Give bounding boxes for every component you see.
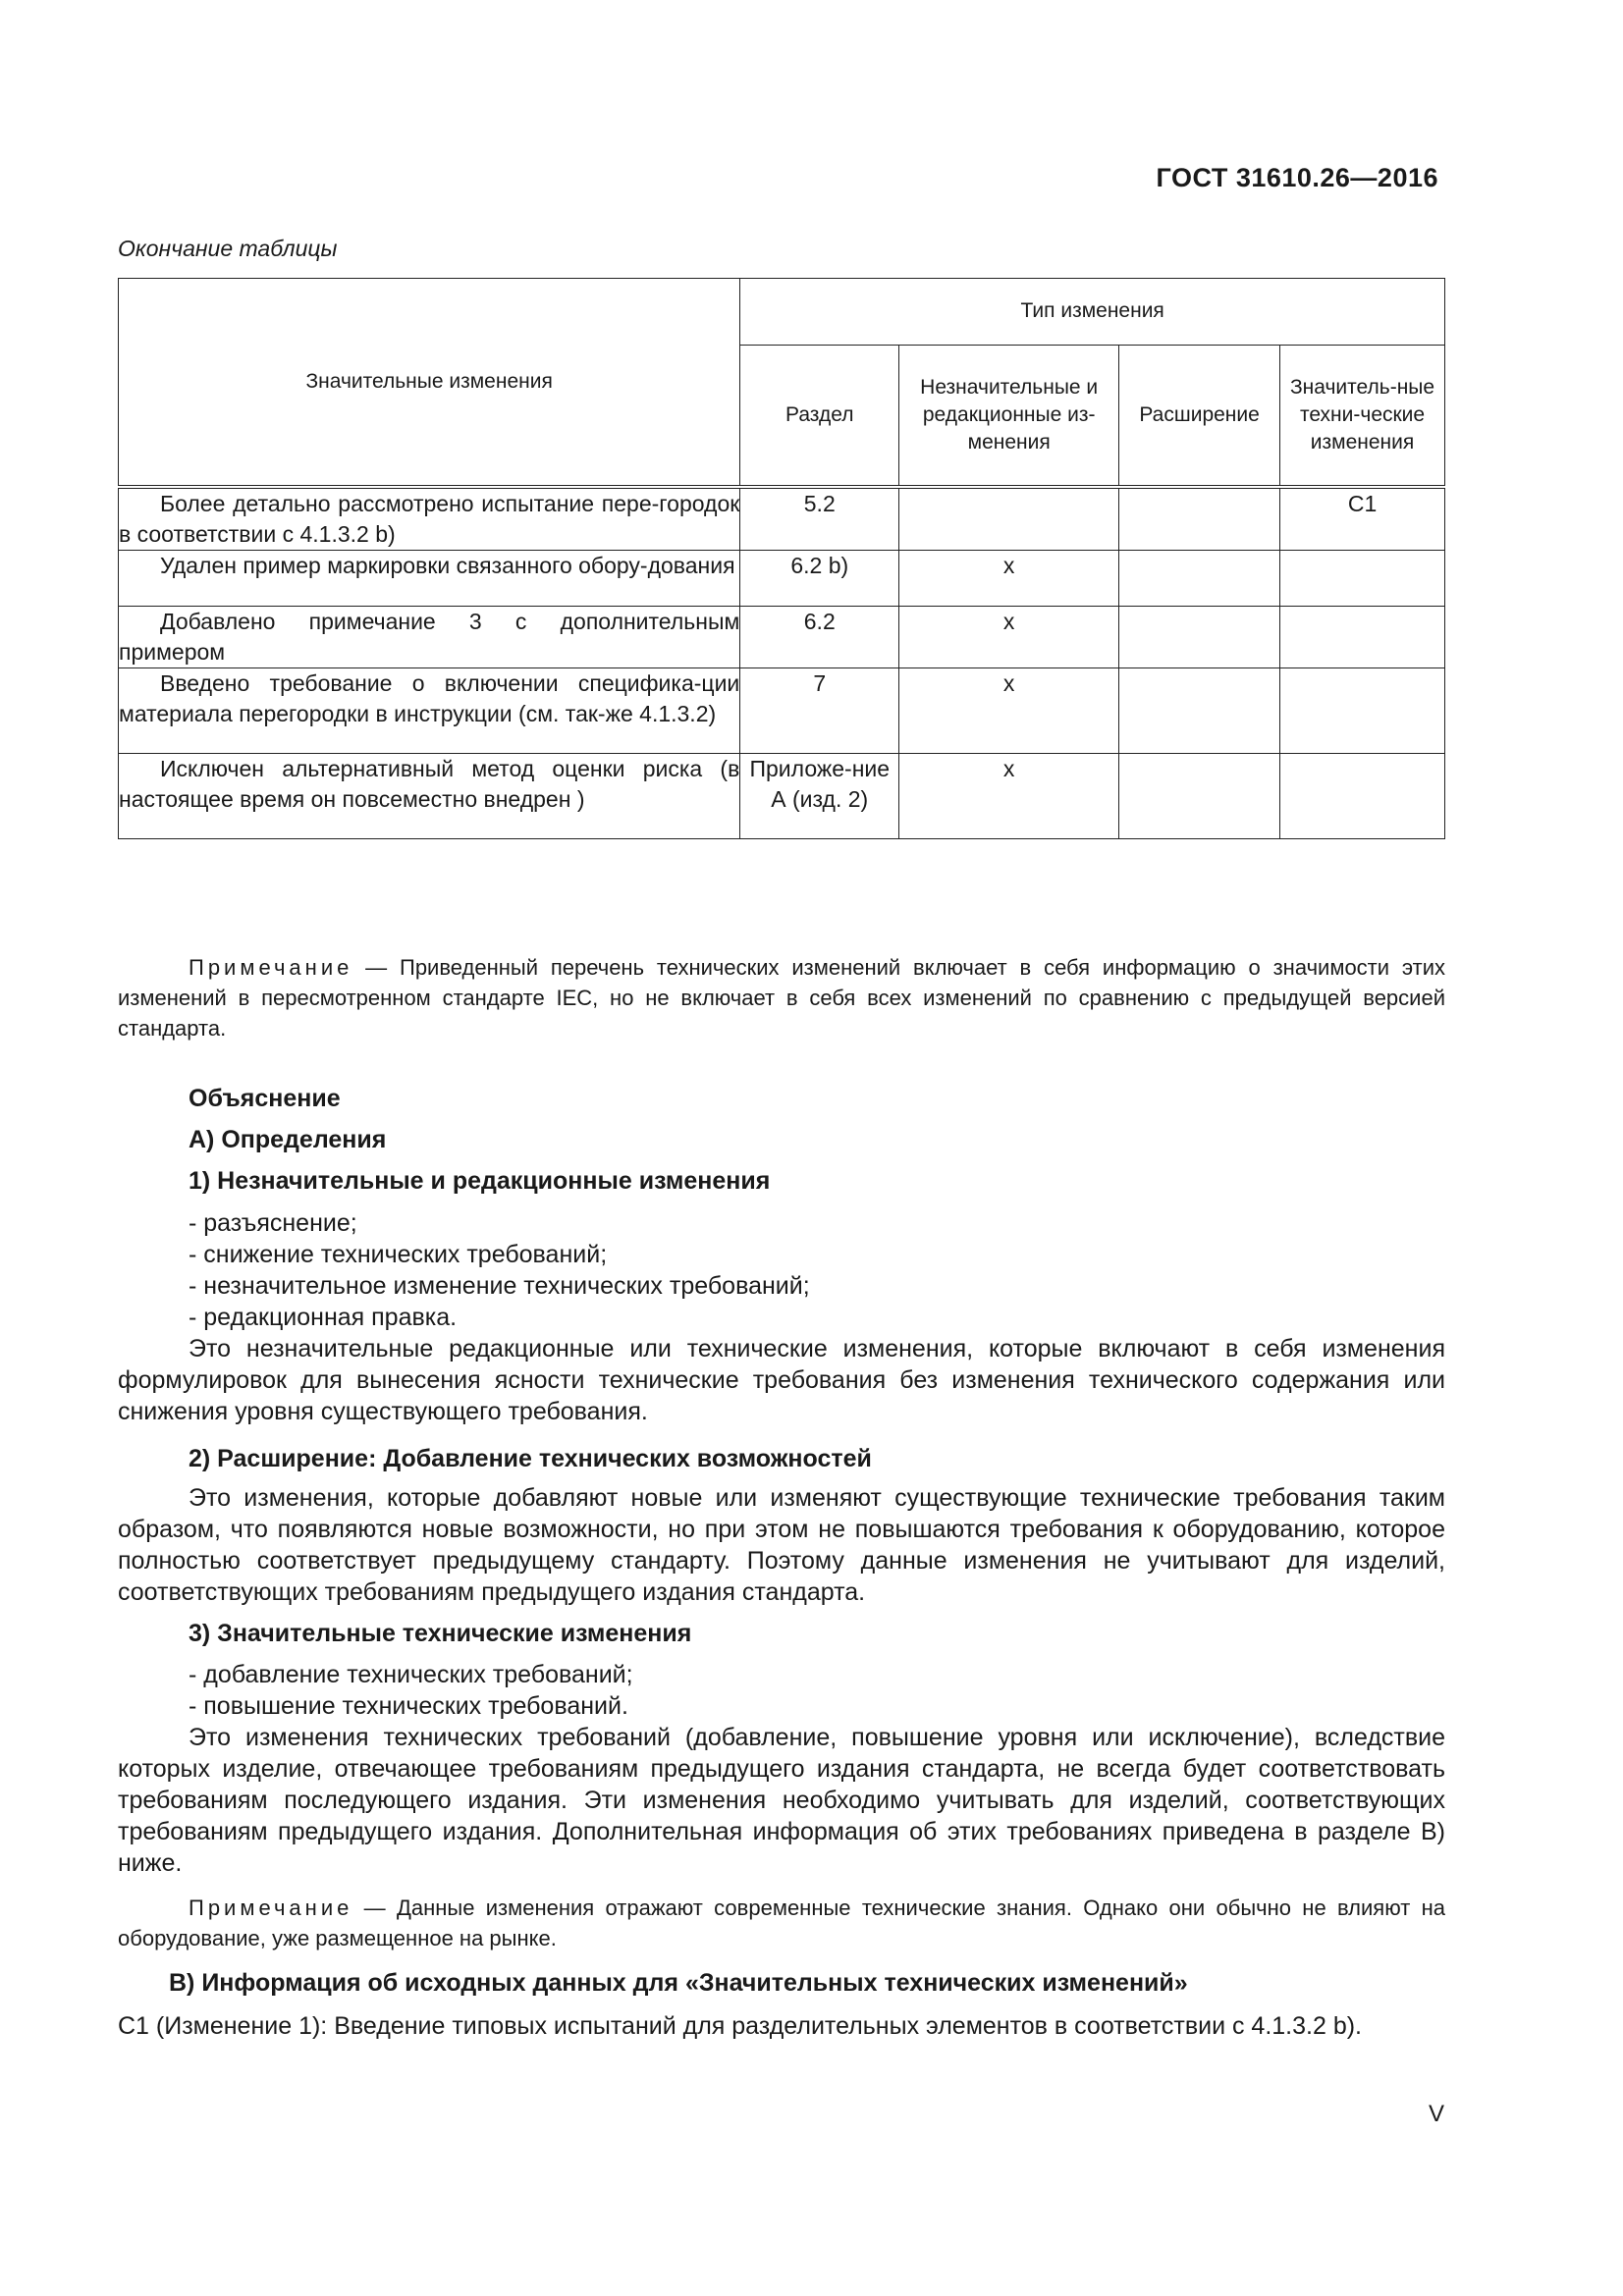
c1-text: С1 (Изменение 1): Введение типовых испытаний для разделительных элементов в соответствии с 4.1.3.2 b). [118,2012,1362,2040]
row-description: Более детально рассмотрено испытание пере-городок в соответствии с 4.1.3.2 b) [119,487,740,551]
row-section: 7 [740,668,899,754]
list-item: - добавление технических требований; [189,1661,633,1688]
note-label: Примечание [189,955,353,980]
note-text: — Приведенный перечень технических изменений включает в себя информацию о значимости этих изменений в пересмотренном стандарте IEC, но не включает в себя всех изменений по сравнению с предыдущей версией стандарта. [118,955,1445,1041]
note-label: Примечание [189,1896,353,1920]
section-1-list [189,1207,810,1333]
table-row [119,668,1445,754]
list-item: - незначительное изменение технических требований; [189,1272,810,1300]
row-extension [1119,551,1280,607]
section-2-text: Это изменения, которые добавляют новые или изменяют существующие технические требования таким образом, что появляются новые возможности, но при этом не повышаются требования к оборудованию, которое полностью соответствует предыдущему стандарту. Поэтому данные изменения не учитывают для изделий, соответствующих требованиям предыдущего издания стандарта. [118,1484,1445,1606]
list-item: - разъяснение; [189,1209,357,1237]
document-code: ГОСТ 31610.26—2016 [1156,163,1438,192]
list-item: - повышение технических требований. [189,1692,628,1720]
row-major [1280,551,1445,607]
row-description: Добавлено примечание 3 с дополнительным примером [119,607,740,668]
row-description: Удален пример маркировки связанного обору-дования [119,551,740,607]
table-row [119,487,1445,551]
row-section: Приложе-ние А (изд. 2) [740,754,899,839]
header-significant-changes: Значительные изменения [119,279,740,488]
header-section: Раздел [740,345,899,487]
page-number: V [1428,2101,1444,2127]
section-3-note [118,1893,1445,1953]
row-description: Введено требование о включении специфика-ции материала перегородки в инструкции (см. так-же 4.1.3.2) [119,668,740,754]
header-extension: Расширение [1119,345,1280,487]
row-major: С1 [1280,487,1445,551]
table-row [119,551,1445,607]
row-major [1280,607,1445,668]
row-description: Исключен альтернативный метод оценки риска (в настоящее время он повсеместно внедрен ) [119,754,740,839]
row-section: 6.2 b) [740,551,899,607]
row-extension [1119,487,1280,551]
row-extension [1119,607,1280,668]
row-section: 5.2 [740,487,899,551]
header-minor: Незначительные и редакционные из-менения [899,345,1119,487]
row-minor: x [899,551,1119,607]
row-extension [1119,754,1280,839]
row-extension [1119,668,1280,754]
section-a-title: А) Определения [189,1126,387,1153]
section-3-text: Это изменения технических требований (добавление, повышение уровня или исключение), вследствие которых изделие, отвечающее требованиям предыдущего издания стандарта, не всегда будет соответствовать требованиям последующего издания. Эти изменения необходимо учитывать для изделий, соответствующих требованиям предыдущего издания. Дополнительная информация об этих требованиях приведена в разделе В) ниже. [118,1724,1445,1877]
section-1-text: Это незначительные редакционные или технические изменения, которые включают в себя изменения формулировок для вынесения ясности технические требования без изменения технического содержания или снижения уровня существующего требования. [118,1335,1445,1425]
section-3-title: 3) Значительные технические изменения [189,1620,692,1647]
table-caption: Окончание таблицы [118,236,338,261]
section-b-title: В) Информация об исходных данных для «Значительных технических изменений» [169,1969,1188,1997]
header-major: Значитель-ные техни-ческие изменения [1280,345,1445,487]
section-1-title: 1) Незначительные и редакционные изменения [189,1167,771,1195]
table-row [119,754,1445,839]
row-minor: x [899,607,1119,668]
explanation-title: Объяснение [189,1085,341,1112]
row-minor [899,487,1119,551]
row-section: 6.2 [740,607,899,668]
table-row [119,607,1445,668]
section-3-list [189,1659,633,1722]
row-minor: x [899,754,1119,839]
section-2-title: 2) Расширение: Добавление технических возможностей [189,1445,872,1472]
note-text: — Данные изменения отражают современные технические знания. Однако они обычно не влияют на оборудование, уже размещенное на рынке. [118,1896,1445,1950]
row-major [1280,754,1445,839]
header-change-type: Тип изменения [740,279,1445,346]
list-item: - редакционная правка. [189,1304,458,1331]
changes-table [118,278,1445,839]
list-item: - снижение технических требований; [189,1241,608,1268]
row-major [1280,668,1445,754]
row-minor: x [899,668,1119,754]
table-note [118,952,1445,1043]
